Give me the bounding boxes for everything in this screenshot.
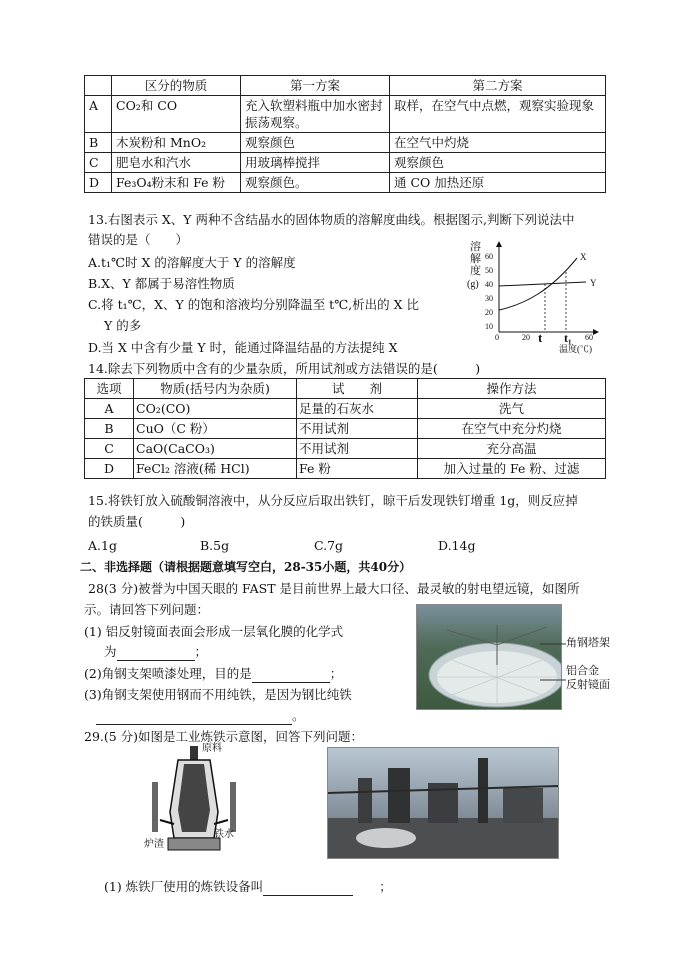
table-cell: 洗气: [418, 399, 606, 419]
ironworks-photo: [327, 747, 559, 859]
table-cell: 不用试剂: [297, 419, 418, 439]
graph-ytick: 20: [485, 308, 493, 317]
q29-sub1-line: [104, 878, 392, 896]
q13-option-c: C.将 t₁℃，X、Y 的饱和溶液均分别降温至 t℃,析出的 X 比: [88, 297, 420, 312]
q15-option-d: D.14g: [438, 538, 476, 553]
x-axis-arrow-icon: [593, 329, 599, 335]
table-cell: A: [85, 399, 134, 419]
q13-stem-cont: 错误的是（ ）: [88, 232, 189, 247]
table-cell: C: [85, 439, 134, 459]
table-row: [85, 96, 606, 133]
label-raw-materials: 原料: [202, 743, 222, 754]
q28-answer-blank-3[interactable]: [96, 724, 292, 725]
q15-option-a: A.1g: [88, 538, 117, 553]
q28-sub1-line: [104, 643, 207, 661]
table-cell: 足量的石灰水: [297, 399, 418, 419]
q28-sub2-line: [84, 665, 342, 683]
label-angle-steel-tower: 角钢塔架: [566, 636, 610, 649]
table-header-cell: 物质(括号内为杂质): [134, 379, 297, 399]
table-cell: FeCl₂ 溶液(稀 HCl): [134, 459, 297, 479]
section-heading: 二、非选择题（请根据题意填写空白，28-35小题，共40分）: [80, 560, 412, 574]
q29-answer-blank-1[interactable]: [263, 895, 353, 896]
q28-sub1-prefix: 为: [104, 644, 117, 659]
table-cell: 肥皂水和汽水: [112, 153, 241, 173]
table-cell: 木炭粉和 MnO₂: [112, 133, 241, 153]
solubility-graph: [466, 238, 611, 354]
table-header-row: [85, 379, 606, 399]
table-cell: Fe 粉: [297, 459, 418, 479]
table-header-cell: 试 剂: [297, 379, 418, 399]
label-molten-iron: 铁水: [214, 829, 234, 840]
table-cell: 观察颜色: [241, 133, 390, 153]
table-cell: C: [85, 153, 112, 173]
graph-ytick: 30: [485, 294, 493, 303]
q28-sub2-text: (2)角钢支架喷漆处理，目的是: [84, 666, 252, 681]
q28-answer-blank-2[interactable]: [252, 682, 330, 683]
table-cell: 观察颜色: [390, 153, 606, 173]
q15-stem: 15.将铁钉放入硫酸铜溶液中，从分反应后取出铁钉，晾干后发现铁钉增重 1g，则反应掉: [88, 493, 578, 508]
graph-ylabel: 度: [470, 265, 481, 277]
table-cell: A: [85, 96, 112, 133]
table-cell: 在空气中灼烧: [390, 133, 606, 153]
graph-xtick: 20: [522, 333, 530, 342]
q28-sub3-end: 。: [292, 708, 305, 723]
callout-lines: [540, 640, 570, 690]
table-cell: B: [85, 133, 112, 153]
graph-xlabel: 温度(℃): [559, 344, 592, 354]
q28-sub1-end: ；: [194, 644, 208, 659]
y-axis-arrow-icon: [496, 241, 502, 247]
table-header-cell: 第一方案: [241, 76, 390, 96]
curve-y: [499, 282, 586, 286]
table-cell: 在空气中充分灼烧: [418, 419, 606, 439]
q28-answer-blank-1[interactable]: [117, 660, 195, 661]
q28-sub3: (3)角钢支架使用钢而不用纯铁，是因为钢比纯铁: [84, 687, 352, 702]
graph-xtick-t: t: [538, 330, 543, 345]
table-cell: B: [85, 419, 134, 439]
table-row: [85, 133, 606, 153]
q15-option-b: B.5g: [200, 538, 230, 553]
q13-option-a: A.t₁℃时 X 的溶解度大于 Y 的溶解度: [88, 255, 296, 270]
table-cell: 充入软塑料瓶中加水密封振荡观察。: [241, 96, 390, 133]
graph-xtick: 0: [495, 333, 499, 342]
table-cell: CO₂和 CO: [112, 96, 241, 133]
table-row: [85, 459, 606, 479]
table-header-cell: 区分的物质: [112, 76, 241, 96]
table-header-cell: 选项: [85, 379, 134, 399]
table-cell: CuO（C 粉）: [134, 419, 297, 439]
table-cell: 取样，在空气中点燃，观察实验现象: [390, 96, 606, 133]
table-cell: Fe₃O₄粉末和 Fe 粉: [112, 173, 241, 193]
table-distinguish: [84, 75, 606, 193]
table-row: [85, 399, 606, 419]
q13-option-c-cont: Y 的多: [104, 318, 142, 333]
table-row: [85, 439, 606, 459]
table-header-row: [85, 76, 606, 96]
graph-ytick: 50: [485, 266, 493, 275]
table-cell: 充分高温: [418, 439, 606, 459]
label-slag: 炉渣: [144, 839, 164, 850]
q28-sub1: (1) 铝反射镜面表面会形成一层氧化膜的化学式: [84, 624, 344, 639]
table-cell: 观察颜色。: [241, 173, 390, 193]
table-header-cell: [85, 76, 112, 96]
table-row: [85, 153, 606, 173]
q28-stem: 28(3 分)被誉为中国天眼的 FAST 是目前世界上最大口径、最灵敏的射电望远镜，如图所: [88, 581, 580, 596]
q28-sub3-line: [96, 707, 305, 725]
graph-ylabel: 解: [470, 253, 481, 265]
q29-stem: 29.(5 分)如图是工业炼铁示意图，回答下列问题：: [84, 729, 364, 744]
graph-ytick: 40: [485, 280, 493, 289]
q13-option-b: B.X、Y 都属于易溶性物质: [88, 276, 235, 291]
table-row: [85, 173, 606, 193]
q14-stem: 14.除去下列物质中含有的少量杂质，所用试剂或方法错误的是( ): [88, 361, 481, 376]
table-impurity: [84, 378, 606, 479]
graph-xtick: 60: [585, 333, 593, 342]
graph-ytick: 10: [485, 322, 493, 331]
label-reflector-surface: 反射镜面: [566, 678, 610, 691]
q13-stem: 13.右图表示 X、Y 两种不含结晶水的固体物质的溶解度曲线。根据图示,判断下列说法中: [88, 212, 575, 227]
table-cell: CaO(CaCO₃): [134, 439, 297, 459]
graph-ylabel: (g): [467, 279, 479, 290]
q15-stem-cont: 的铁质量( ): [88, 514, 186, 529]
table-cell: 不用试剂: [297, 439, 418, 459]
q28-stem-cont: 示。请回答下列问题：: [84, 602, 210, 617]
curve-x-label: X: [580, 252, 587, 262]
q28-sub2-end: ；: [329, 666, 343, 681]
graph-ytick: 60: [485, 252, 493, 261]
table-header-cell: 第二方案: [390, 76, 606, 96]
table-cell: 用玻璃棒搅拌: [241, 153, 390, 173]
table-cell: 通 CO 加热还原: [390, 173, 606, 193]
q29-sub1-end: ；: [379, 879, 392, 894]
table-header-cell: 操作方法: [418, 379, 606, 399]
graph-ylabel: 溶: [470, 241, 481, 253]
table-cell: CO₂(CO): [134, 399, 297, 419]
q29-sub1-text: (1) 炼铁厂使用的炼铁设备叫: [104, 879, 264, 894]
table-cell: 加入过量的 Fe 粉、过滤: [418, 459, 606, 479]
table-cell: D: [85, 459, 134, 479]
table-row: [85, 419, 606, 439]
q15-option-c: C.7g: [314, 538, 344, 553]
q13-option-d: D.当 X 中含有少量 Y 时，能通过降温结晶的方法提纯 X: [88, 340, 398, 355]
graph-xtick-t1: t₁: [564, 331, 572, 345]
label-aluminum-alloy: 铝合金: [566, 664, 599, 677]
curve-y-label: Y: [590, 278, 597, 288]
table-cell: D: [85, 173, 112, 193]
